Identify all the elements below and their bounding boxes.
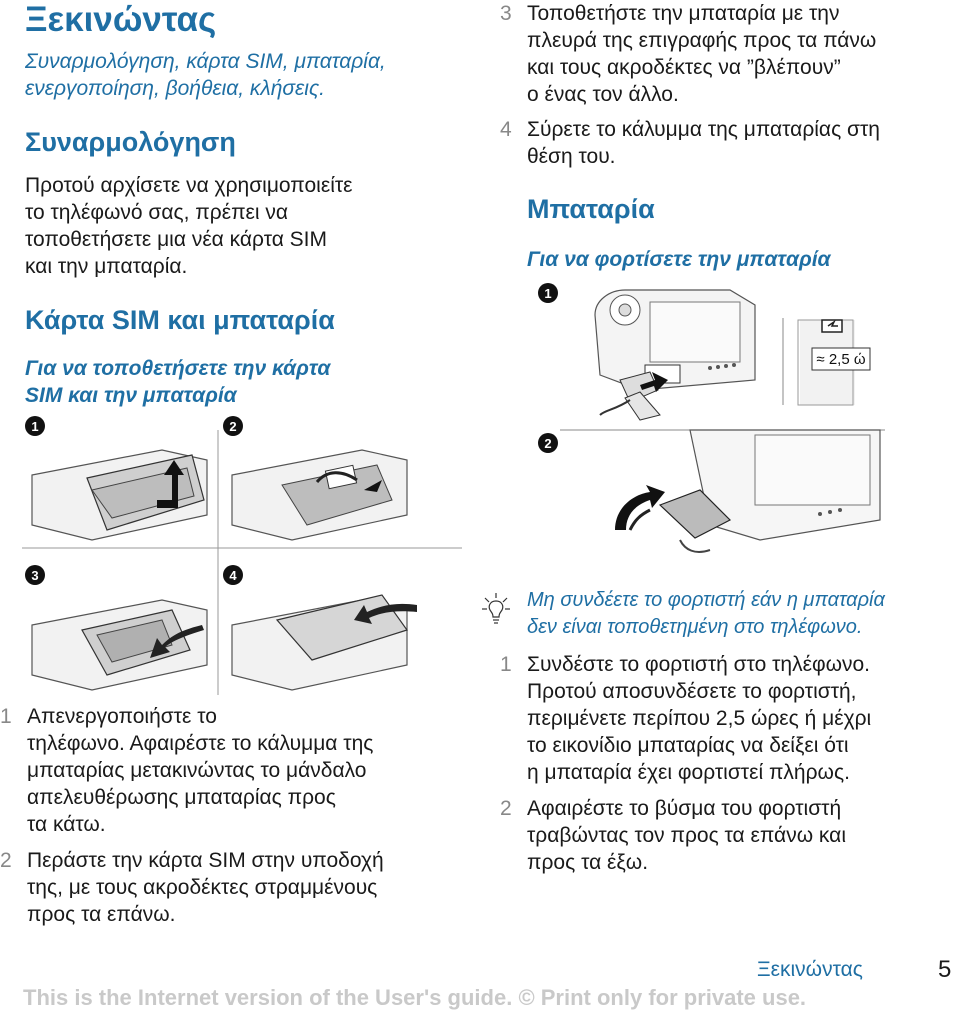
battery-procedure-title: Για να φορτίσετε την μπαταρία (527, 248, 831, 271)
phone-back-illustration-3 (32, 600, 207, 690)
page-title: Ξεκινώντας (25, 0, 217, 39)
assembly-heading: Συναρμολόγηση (25, 127, 236, 157)
sim-battery-illustration (22, 430, 462, 695)
figure-badge: 1 (25, 416, 45, 436)
sim-battery-heading: Κάρτα SIM και μπαταρία (25, 305, 335, 335)
charge-step-1: 1 Συνδέστε το φορτιστή στο τηλέφωνο. Προτού αποσυνδέσετε το φορτιστή, περιμένετε περίπου 2,5 ώρες ή μέχρι το εικονίδιο μπαταρίας να δείξει ότι η μπαταρία έχει φορτιστεί πλήρως. (500, 653, 872, 784)
figure-badge: 2 (538, 433, 558, 453)
step-number: 1 (0, 705, 12, 728)
step-number: 1 (500, 653, 512, 676)
figure-badge: 3 (25, 565, 45, 585)
assembly-intro: Προτού αρχίσετε να χρησιμοποιείτε το τηλέφωνό σας, πρέπει να τοποθετήσετε μια νέα κάρτα SIM και την μπαταρία. (25, 174, 353, 278)
lightbulb-icon (482, 592, 510, 626)
step-number: 2 (0, 849, 12, 872)
phone-back-illustration-2 (232, 450, 407, 540)
figure-badge: 2 (223, 416, 243, 436)
sim-step-1: 1 Απενεργοποιήστε το τηλέφωνο. Αφαιρέστε το κάλυμμα της μπαταρίας μετακινώντας το μάνδαλο απελευθέρωσης μπαταρίας προς τα κάτω. (0, 705, 374, 836)
step-number: 4 (500, 118, 512, 141)
phone-back-illustration-1 (32, 450, 207, 540)
phone-back-illustration-4 (232, 595, 417, 690)
tip-text: Μη συνδέετε το φορτιστή εάν η μπαταρία δεν είναι τοποθετημένη στο τηλέφωνο. (527, 589, 885, 638)
battery-heading: Μπαταρία (527, 194, 655, 224)
figure-badge: 4 (223, 565, 243, 585)
sim-procedure-title: Για να τοποθετήσετε την κάρτα SIM και την μπαταρία (25, 357, 331, 407)
sim-step-2: 2 Περάστε την κάρτα SIM στην υποδοχή της, με τους ακροδέκτες στραμμένους προς τα επάνω. (0, 849, 384, 926)
step-number: 2 (500, 797, 512, 820)
sim-step-4: 4 Σύρετε το κάλυμμα της μπαταρίας στη θέση του. (500, 118, 880, 168)
watermark-text: This is the Internet version of the User's guide. © Print only for private use. (23, 985, 807, 1010)
step-number: 3 (500, 2, 512, 25)
charger-unplug-illustration (615, 430, 880, 552)
page-number: 5 (938, 956, 952, 983)
phone-front-illustration (595, 290, 755, 420)
page-subtitle: Συναρμολόγηση, κάρτα SIM, μπαταρία, ενεργοποίηση, βοήθεια, κλήσεις. (25, 50, 386, 100)
figure-badge: 1 (538, 283, 558, 303)
charging-illustration (560, 280, 890, 570)
sim-step-3: 3 Τοποθετήστε την μπαταρία με την πλευρά της επιγραφής προς τα πάνω και τους ακροδέκτες να ”βλέπουν” ο ένας τον άλλο. (500, 2, 877, 106)
charge-step-2: 2 Αφαιρέστε το βύσμα του φορτιστή τραβώντας τον προς τα επάνω και προς τα έξω. (500, 797, 846, 874)
footer-chapter: Ξεκινώντας (757, 958, 863, 981)
charge-time-label: ≈ 2,5 ώ (816, 350, 866, 368)
